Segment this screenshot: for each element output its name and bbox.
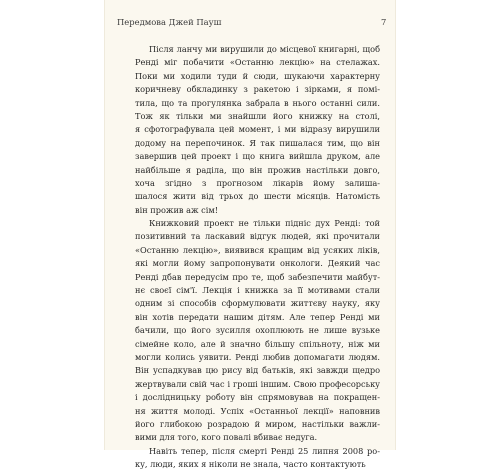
text-line: коричневу обкладинку з ракетою і зірками, я помі- xyxy=(135,84,380,95)
page-number: 7 xyxy=(381,17,387,27)
text-line: Тож як тільки ми знайшли його книжку на столі, xyxy=(135,110,380,121)
text-line: «Останню лекцію», виявився кращим від усяких ліків, xyxy=(135,244,380,255)
paragraph xyxy=(135,43,380,217)
text-line: Ренді дбав передусім про те, щоб забезпечити майбут- xyxy=(135,271,380,282)
text-line: ку, люди, яких я ніколи не знала, часто контактують xyxy=(135,459,366,470)
paragraph xyxy=(135,445,380,472)
page-body xyxy=(135,43,380,472)
text-line: Поки ми ходили туди й сюди, шукаючи характерну xyxy=(135,70,380,81)
text-line: одним зі способів сформулювати життєву науку, яку xyxy=(135,298,380,309)
text-line: хоча згідно з прогнозом лікарів йому залиша- xyxy=(135,177,380,188)
text-line: я сфотографувала цей момент, і ми відразу вирушили xyxy=(135,124,380,135)
text-line: які могли йому запропонувати онкологи. Деякий час xyxy=(135,258,380,269)
text-line: він хотів передати нашим дітям. Але тепер Ренді ми xyxy=(135,311,380,322)
text-line: Він успадкував цю рису від батьків, які завжди щедро xyxy=(135,365,380,376)
text-line: жертвували свій час і гроші іншим. Свою професорську xyxy=(135,378,380,389)
text-line: найбільше я раділа, що він прожив настільки довго, xyxy=(135,164,380,175)
text-line: бачили, що його зусилля охоплюють не лише вузьке xyxy=(135,325,380,336)
text-line: позитивний та ласкавий відгук людей, які прочитали xyxy=(135,231,380,242)
paragraph xyxy=(135,217,380,445)
text-line: додому на перепочинок. Я так пишалася тим, що він xyxy=(135,137,380,148)
text-line: нє своєї сім'ї. Лекція і книжка за її мотивами стали xyxy=(135,285,380,296)
text-line: ня життя молоді. Успіх «Останньої лекції» наповнив xyxy=(135,405,380,416)
text-line: Книжковий проект не тільки підніс дух Ренді: той xyxy=(149,218,380,229)
text-line: завершив цей проект і що книга вийшла друком, але xyxy=(135,151,380,162)
text-line: і дослідницьку роботу він спрямовував на покращен- xyxy=(135,392,380,403)
text-line: могли колись уявити. Ренді любив допомагати людям. xyxy=(135,351,380,362)
running-head: Передмова Джей Пауш xyxy=(117,17,222,27)
text-line: сімейне коло, але й значно більшу спільноту, ніж ми xyxy=(135,338,380,349)
text-line: Навіть тепер, після смерті Ренді 25 липня 2008 ро- xyxy=(149,445,380,456)
text-line: його глибокою розрадою й миром, настільки важли- xyxy=(135,418,380,429)
text-line: тила, що та прогулянка забрала в нього останні сили. xyxy=(135,97,380,108)
text-line: Після ланчу ми вирушили до місцевої книгарні, щоб xyxy=(149,44,380,54)
text-line: шалося жити від трьох до шести місяців. Натомість xyxy=(135,191,380,202)
text-line: Ренді міг побачити «Останню лекцію» на стелажах. xyxy=(135,57,380,68)
text-line: вими для того, кого повалі вбиває недуга. xyxy=(135,432,318,443)
text-line: він прожив аж сім! xyxy=(135,204,218,215)
